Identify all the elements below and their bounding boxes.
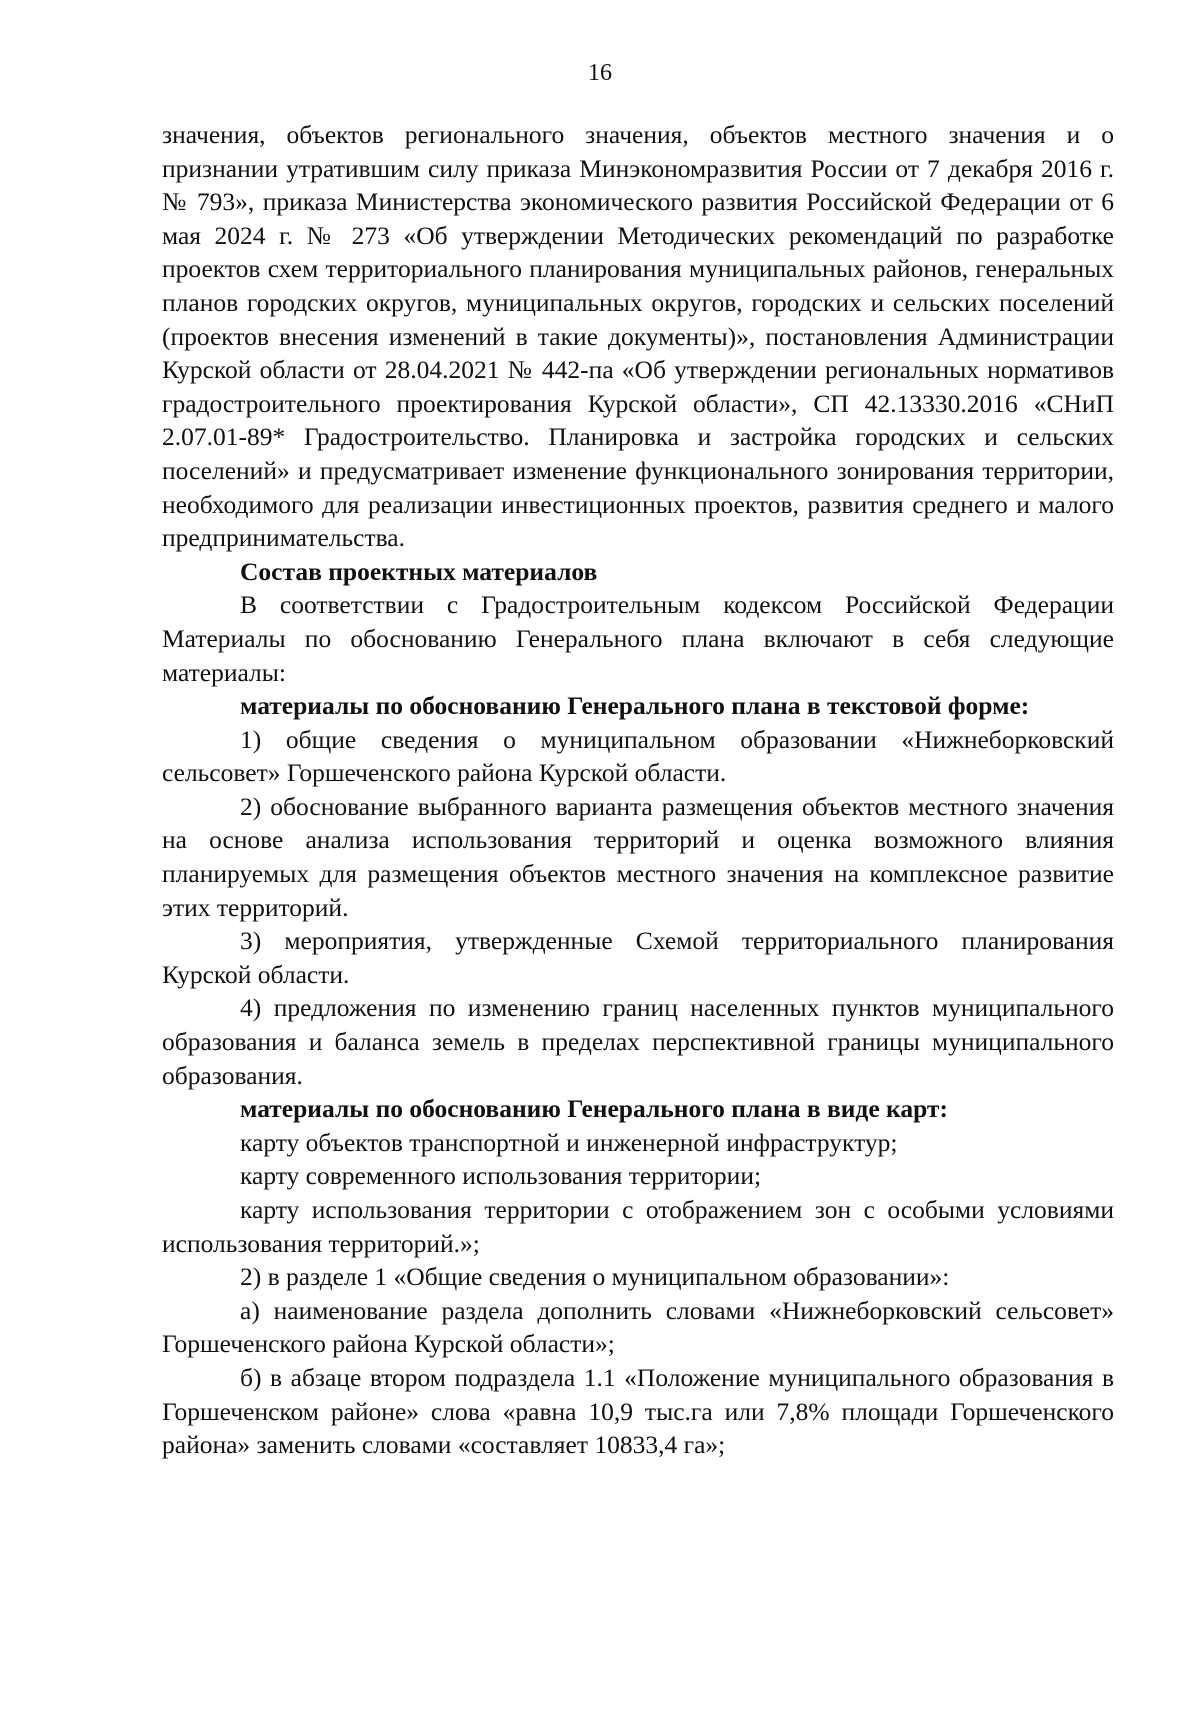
subheading-text-materials: материалы по обоснованию Генерального плана в текстовой форме: <box>240 691 1030 721</box>
paragraph-intro: В соответствии с Градостроительным кодексом Российской Федерации Материалы по обоснованию Генерального плана включают в себя следующие материалы: <box>162 590 1114 687</box>
amendment-item: а) наименование раздела дополнить словами «Нижнеборковский сельсовет» Горшеченского района Курской области»; <box>162 1295 1114 1359</box>
list-item: 4) предложения по изменению границ населенных пунктов муниципального образования и баланса земель в пределах перспективной границы муниципального образования. <box>162 993 1114 1090</box>
amendment-item: б) в абзаце втором подраздела 1.1 «Положение муниципального образования в Горшеченском районе» слова «равна 10,9 тыс.га или 7,8% площади Горшеченского района» заменить словами «составляет 10833,4 га»; <box>162 1362 1114 1460</box>
paragraph-legal-references: значения, объектов регионального значения, объектов местного значения и о признании утратившим силу приказа Минэкономразвития России от 7 декабря 2016 г. № 793», приказа Министерства экономического развития Российской Федерации от 6 мая 2024 г. № 273 «Об утверждении Методических рекомендаций по разработке проектов схем территориального планирования муниципальных районов, генеральных планов городских округов, муниципальных округов, городских и сельских поселений (проектов внесения изменений в такие документы)», постановления Администрации Курской области от 28.04.2021 № 442-па «Об утверждении региональных нормативов градостроительного проектирования Курской области», СП 42.13330.2016 «СНиП 2.07.01-89* Градостроительство. Планировка и застройка городских и сельских поселений» и предусматривает изменение функционального зонирования территории, необходимого для реализации инвестиционных проектов, развития среднего и малого предпринимательства. <box>162 120 1114 553</box>
list-item: карту современного использования территории; <box>240 1161 762 1191</box>
section-heading: Состав проектных материалов <box>240 556 598 586</box>
list-item: 2) обоснование выбранного варианта размещения объектов местного значения на основе анализа использования территорий и оценка возможного влияния планируемых для размещения объектов местного значения на комплексное развитие этих территорий. <box>162 791 1114 922</box>
list-item: карту объектов транспортной и инженерной инфраструктур; <box>240 1127 898 1157</box>
list-item: карту использования территории с отображением зон с особыми условиями использования территорий.»; <box>162 1195 1114 1258</box>
list-item: 1) общие сведения о муниципальном образовании «Нижнеборковский сельсовет» Горшеченского района Курской области. <box>162 724 1114 788</box>
subheading-map-materials: материалы по обоснованию Генерального плана в виде карт: <box>240 1094 948 1124</box>
document-body <box>162 118 1114 1462</box>
page-number: 16 <box>588 60 612 86</box>
amendment-item: 2) в разделе 1 «Общие сведения о муниципальном образовании»: <box>240 1262 950 1292</box>
list-item: 3) мероприятия, утвержденные Схемой территориального планирования Курской области. <box>162 926 1114 989</box>
